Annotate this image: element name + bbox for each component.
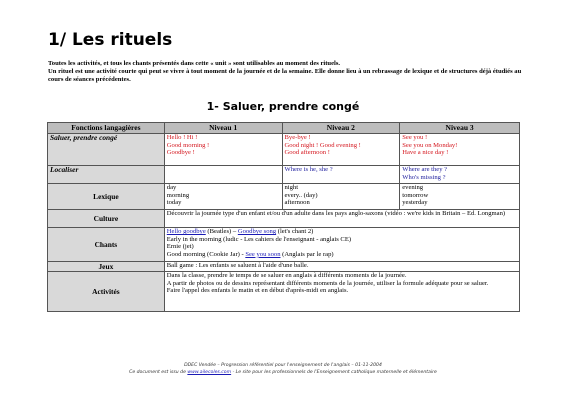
text-line: day — [166, 184, 177, 191]
text-line: Good night ! Good evening ! — [284, 141, 361, 149]
text-line: Who's missing ? — [402, 173, 446, 181]
text-line: See you ! — [402, 134, 428, 141]
text-fragment: (Anglais par le rap) — [280, 250, 334, 258]
activite-line-3: Faire l'appel des enfants le matin et en début d'après-midi en anglais. — [166, 287, 349, 295]
text-line: Goodbye ! — [166, 149, 195, 157]
page-footer — [0, 363, 566, 376]
header-niveau-2: Niveau 2 — [282, 123, 400, 134]
text-line: Hello ! Hi ! — [166, 134, 198, 141]
table-row-jeux — [48, 262, 520, 272]
cell-saluer-n1 — [164, 134, 282, 166]
text-line: afternoon — [284, 199, 310, 207]
chant-line-4 — [167, 251, 517, 259]
activite-line-2: A partir de photos ou de dessins représentant différents moments de la journée, utiliser la formule adéquate pour se saluer. — [166, 279, 489, 287]
cell-chants — [164, 228, 519, 262]
row-label-saluer: Saluer, prendre congé — [48, 134, 165, 166]
text-fragment: Ce document est issu de — [129, 369, 188, 375]
header-niveau-3: Niveau 3 — [400, 123, 520, 134]
intro-paragraph-2: Un rituel est une activité courte qui peut se vivre à tout moment de la journée et de la semaine. Elle donne lieu à un rebrassage de lexique et de structures déjà étudiés au cours de séances précédentes. — [48, 68, 522, 83]
cell-lexique-n3 — [400, 184, 520, 210]
header-niveau-1: Niveau 1 — [164, 123, 282, 134]
section-title: 1- Saluer, prendre congé — [206, 100, 360, 113]
cell-jeux: Ball game : Les enfants se saluent à l'aide d'une balle. — [164, 262, 519, 272]
chant-line-1 — [167, 228, 517, 236]
text-line: today — [166, 199, 182, 207]
text-line: tomorrow — [402, 191, 429, 199]
text-fragment: - Le site pour les professionnels de l'Enseignement catholique maternelle et élémentaire — [231, 369, 437, 375]
text-line: night — [284, 184, 299, 191]
cell-localiser-n1 — [164, 166, 282, 184]
table-row-activites — [48, 272, 520, 312]
cell-culture: Découvrir la journée type d'un enfant et/ou d'un adulte dans les pays anglo-saxons (vidéo : we're kids in Britain – Ed. Longman) — [164, 210, 519, 228]
row-label-chants: Chants — [48, 228, 165, 262]
text-line: Have a nice day ! — [402, 149, 449, 157]
text-line: Good morning ! — [166, 141, 210, 149]
chant-line-3: Ernie (jet) — [166, 243, 194, 251]
table-row-culture — [48, 210, 520, 228]
cell-lexique-n2 — [282, 184, 400, 210]
text-line: morning — [166, 191, 190, 199]
table-row-localiser — [48, 166, 520, 184]
intro-paragraph-1: Toutes les activités, et tous les chants présentés dans cette « unit » sont utilisables au moment des rituels. — [48, 60, 341, 67]
row-label-culture: Culture — [48, 210, 165, 228]
page-title: 1/ Les rituels — [48, 30, 173, 50]
rituels-table — [47, 122, 520, 312]
text-line: Where are they ? — [402, 166, 448, 173]
row-label-lexique: Lexique — [48, 184, 165, 210]
text-fragment: (let's chant 2) — [276, 228, 314, 235]
chant-line-2: Early in the morning (ludic - Les cahiers de l'enseignant - anglais CE) — [166, 235, 352, 243]
text-line: evening — [402, 184, 424, 191]
text-line: Bye-bye ! — [284, 134, 311, 141]
cell-saluer-n3 — [400, 134, 520, 166]
cell-localiser-n2 — [282, 166, 400, 184]
text-fragment: (Beatles) – — [205, 228, 238, 235]
cell-activites — [164, 272, 519, 312]
footer-site-link[interactable]: www.ailecoles.com — [187, 369, 232, 375]
cell-localiser-n3 — [400, 166, 520, 184]
text-line: Good afternoon ! — [284, 149, 330, 157]
text-line: See you on Monday! — [402, 141, 458, 149]
footer-line-1: DDEC Vendée – Progression référentiel pour l'enseignement de l'anglais – 01-11-2004 — [184, 363, 382, 368]
table-row-lexique — [48, 184, 520, 210]
table-header-row — [48, 123, 520, 134]
cell-saluer-n2 — [282, 134, 400, 166]
text-line: every.. (day) — [284, 191, 318, 199]
row-label-activites: Activités — [48, 272, 165, 312]
table-row-saluer — [48, 134, 520, 166]
link-hello-goodbye[interactable]: Hello goodbye — [166, 228, 206, 235]
link-see-you-soon[interactable]: See you soon — [245, 250, 281, 258]
row-label-localiser: Localiser — [48, 166, 165, 184]
text-line: Where is he, she ? — [284, 166, 333, 173]
intro-text — [48, 60, 538, 84]
text-fragment: Good morning (Cookie Jar) - — [166, 250, 246, 258]
text-line: yesterday — [402, 199, 428, 207]
header-fonctions: Fonctions langagières — [48, 123, 165, 134]
cell-lexique-n1 — [164, 184, 282, 210]
activite-line-1: Dans la classe, prendre le temps de se saluer en anglais à différents moments de la journée. — [166, 272, 407, 279]
row-label-jeux: Jeux — [48, 262, 165, 272]
footer-line-2 — [0, 370, 566, 377]
table-row-chants — [48, 228, 520, 262]
link-goodbye-song[interactable]: Goodbye song — [237, 228, 277, 235]
